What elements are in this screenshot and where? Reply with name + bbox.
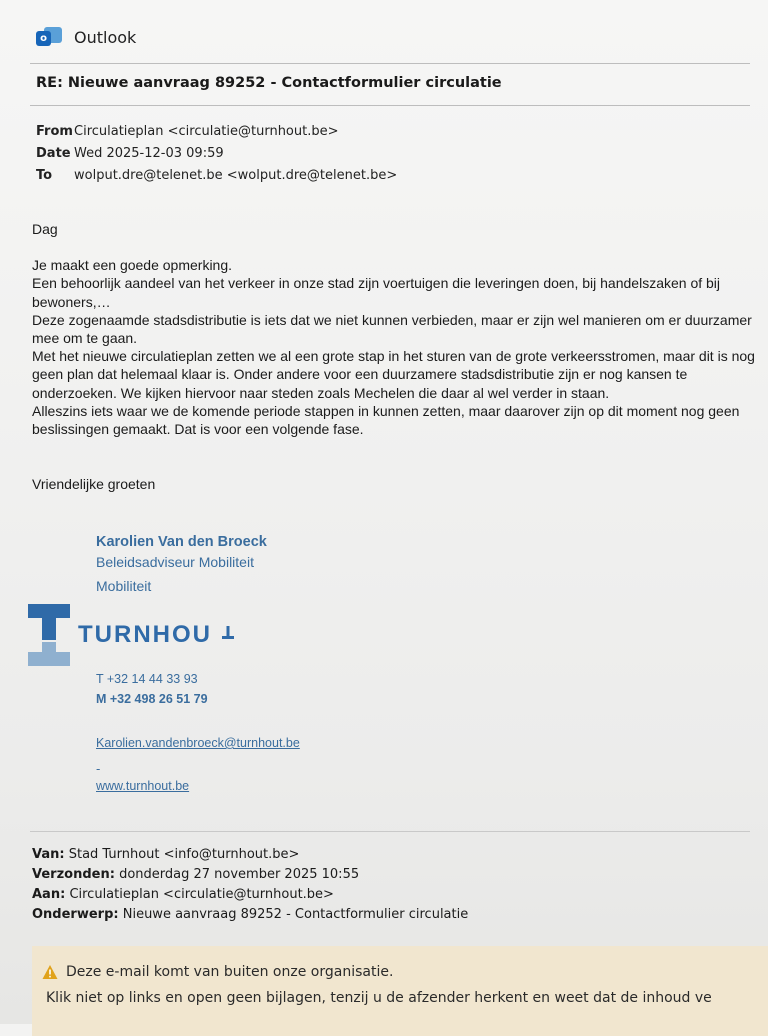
- onderwerp-value: Nieuwe aanvraag 89252 - Contactformulier circulatie: [122, 907, 469, 922]
- date-value: Wed 2025-12-03 09:59: [74, 146, 224, 161]
- divider: [30, 831, 750, 832]
- onderwerp-label: Onderwerp:: [32, 907, 119, 922]
- body-paragraph: Een behoorlijk aandeel van het verkeer in onze stad zijn voertuigen die leveringen doen, bij handelszaken of bij bewoners,…: [32, 275, 721, 310]
- signature-title: Beleidsadviseur Mobiliteit: [96, 554, 254, 570]
- body-paragraph: Deze zogenaamde stadsdistributie is iets dat we niet kunnen verbieden, maar er zijn wel manieren om er duurzamer mee om te gaan.: [32, 311, 752, 347]
- email-meta: [36, 121, 397, 187]
- email-body: [32, 220, 760, 438]
- divider: [30, 63, 750, 64]
- body-paragraph: Met het nieuwe circulatieplan zetten we al een grote stap in het sturen van de grote verkeersstromen, maar dit is nog geen plan dat helemaal klaar is. Onder andere voor een duurzamere stadsdistributie zijn er nog kansen te onderzoeken. We kijken hiervoor naar steden zoals Mechelen die daar al wel verder in staan.: [32, 348, 755, 401]
- van-value: Stad Turnhout <info@turnhout.be>: [68, 847, 300, 862]
- verzonden-label: Verzonden:: [32, 867, 115, 882]
- email-subject: RE: Nieuwe aanvraag 89252 - Contactformulier circulatie: [36, 75, 502, 91]
- signature-department: Mobiliteit: [96, 578, 152, 594]
- to-value: wolput.dre@telenet.be <wolput.dre@telenet.be>: [74, 168, 398, 183]
- from-value: Circulatieplan <circulatie@turnhout.be>: [74, 124, 339, 139]
- signature-mobile: M +32 498 26 51 79: [96, 692, 208, 706]
- from-label: From: [36, 124, 73, 139]
- app-name: Outlook: [74, 27, 137, 47]
- signature-name: Karolien Van den Broeck: [96, 534, 267, 550]
- verzonden-value: donderdag 27 november 2025 10:55: [119, 867, 360, 882]
- signature-dash: -: [96, 762, 101, 776]
- warning-line-2: Klik niet op links en open geen bijlagen, tenzij u de afzender herkent en weet dat de inhoud ve: [46, 990, 712, 1006]
- divider: [30, 105, 750, 106]
- date-label: Date: [36, 146, 71, 161]
- van-label: Van:: [32, 847, 65, 862]
- signature-email-link[interactable]: Karolien.vandenbroeck@turnhout.be: [96, 736, 300, 750]
- external-warning-banner: [32, 946, 768, 1036]
- signature-phone: T +32 14 44 33 93: [96, 672, 198, 686]
- warning-icon: [42, 964, 58, 980]
- aan-label: Aan:: [32, 887, 66, 902]
- warning-line-1: Deze e-mail komt van buiten onze organisatie.: [66, 964, 394, 980]
- logo-text: TURNHOU: [78, 621, 212, 648]
- forwarded-header: [32, 845, 468, 925]
- greeting: Dag: [32, 221, 58, 237]
- signature-website-link[interactable]: www.turnhout.be: [96, 779, 190, 793]
- body-paragraph: Je maakt een goede opmerking.: [32, 257, 233, 274]
- body-paragraph: Alleszins iets waar we de komende periode stappen in kunnen zetten, maar daarover zijn op dit moment nog geen beslissingen gemaakt. Dat is voor een volgende fase.: [32, 402, 740, 438]
- app-header: [36, 22, 136, 52]
- closing: Vriendelijke groeten: [32, 476, 156, 492]
- outlook-logo-icon: o: [36, 25, 62, 49]
- aan-value: Circulatieplan <circulatie@turnhout.be>: [69, 887, 334, 902]
- turnhout-logo: [26, 604, 246, 668]
- to-label: To: [36, 168, 53, 183]
